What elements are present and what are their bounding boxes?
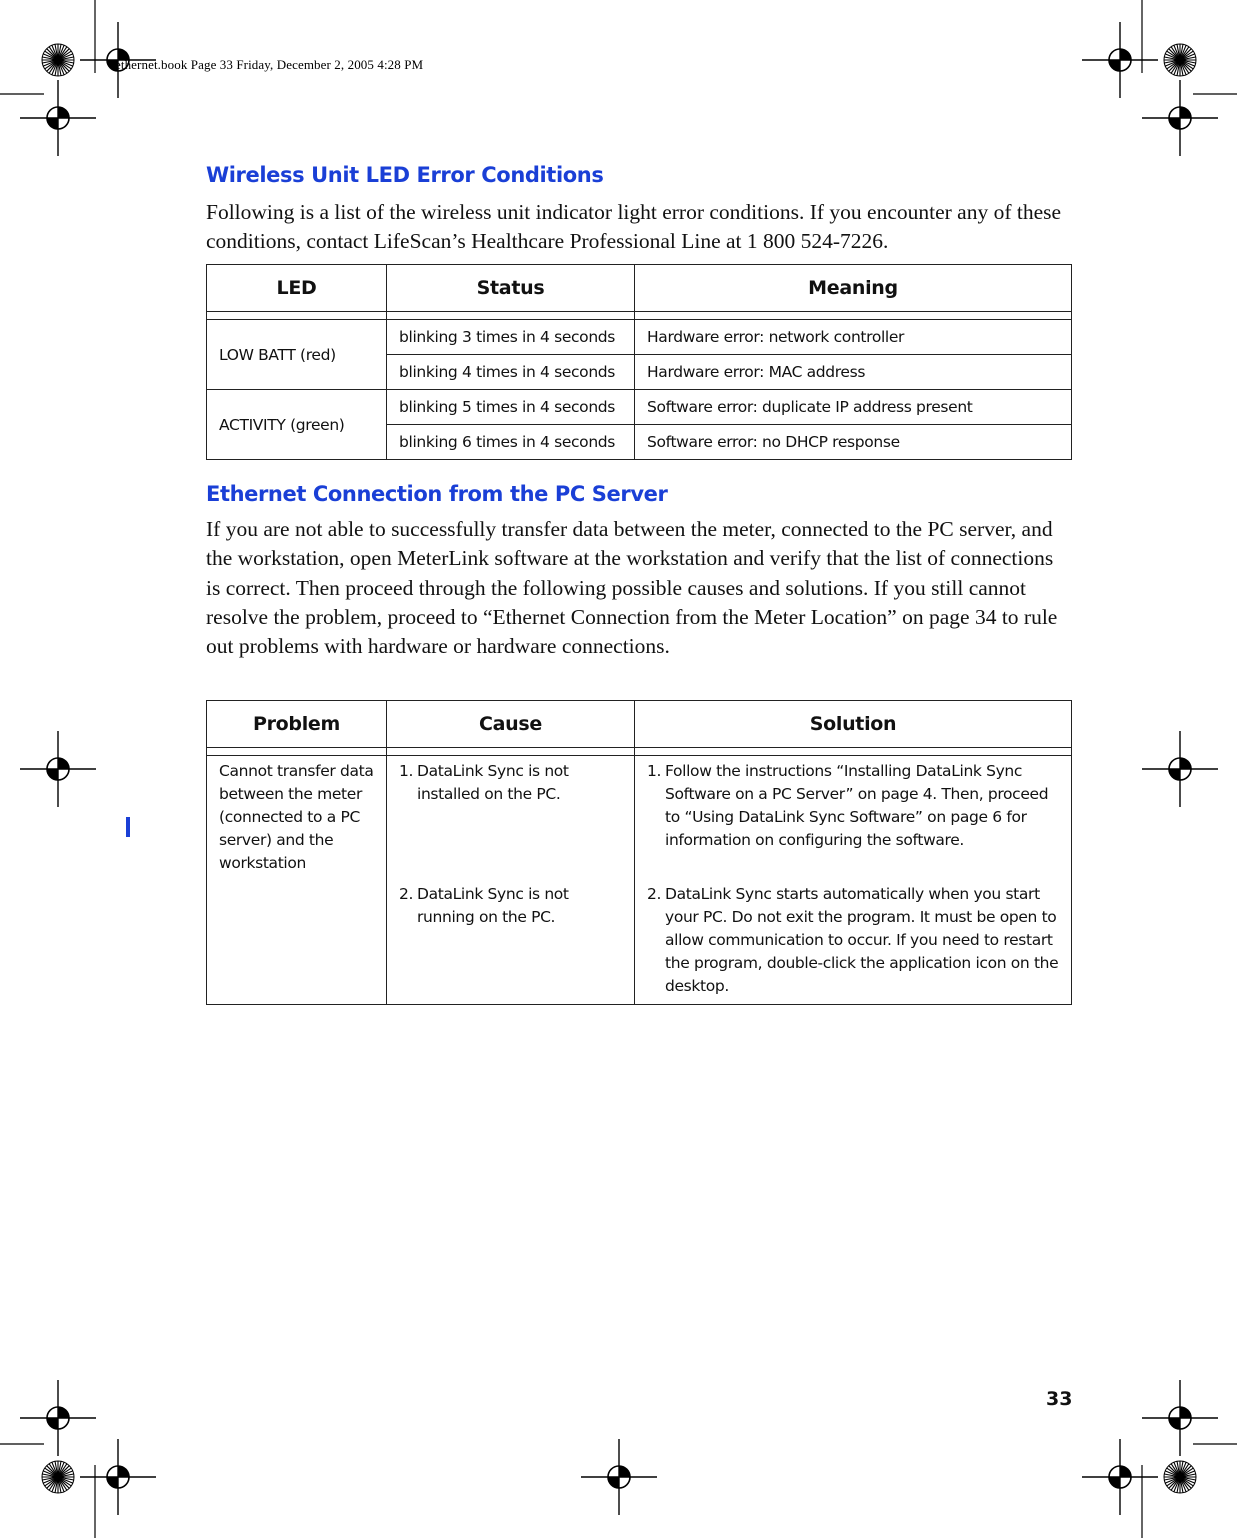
column-header-problem: Problem: [207, 701, 387, 748]
led-status: blinking 6 times in 4 seconds: [387, 425, 635, 460]
led-name: LOW BATT (red): [207, 320, 387, 390]
print-slug: ethernet.book Page 33 Friday, December 2, 2005 4:28 PM: [115, 57, 424, 72]
column-header-solution: Solution: [635, 701, 1072, 748]
solution-text: Follow the instructions “Installing DataLink Sync Software on a PC Server” on page 4. Then, proceed to “Using DataLink Sync Software” on page 6 for information on configuring the software.: [665, 762, 1049, 849]
item-number: 2.: [647, 885, 662, 903]
cause-cell: [387, 756, 635, 1005]
led-name: ACTIVITY (green): [207, 390, 387, 460]
item-number: 2.: [399, 885, 414, 903]
section-heading-led-errors: Wireless Unit LED Error Conditions: [206, 163, 604, 187]
led-errors-intro: Following is a list of the wireless unit indicator light error conditions. If you encounter any of these conditions, contact LifeScan’s Healthcare Professional Line at 1 800 524-7226.: [206, 200, 1062, 254]
led-meaning: Software error: duplicate IP address present: [635, 390, 1072, 425]
section-heading-ethernet-pc-server: Ethernet Connection from the PC Server: [206, 482, 668, 506]
solution-item: [647, 760, 1059, 883]
column-header-led: LED: [207, 265, 387, 312]
solution-cell: [635, 756, 1072, 1005]
problem-solution-table: [206, 700, 1072, 1005]
table-row: [207, 320, 1072, 355]
table-row: [207, 756, 1072, 1005]
solution-text: DataLink Sync starts automatically when you start your PC. Do not exit the program. It must be open to allow communication to occur. If you need to restart the program, double-click the application icon on the desktop.: [665, 885, 1059, 995]
ethernet-pc-server-intro: If you are not able to successfully transfer data between the meter, connected to the PC server, and the workstation, open MeterLink software at the workstation and verify that the list of connections is correct. Then proceed through the following possible causes and solutions. If you still cannot resolve the problem, proceed to “Ethernet Connection from the Meter Location” on page 34 to rule out problems with hardware or hardware connections.: [206, 517, 1058, 659]
led-status: blinking 4 times in 4 seconds: [387, 355, 635, 390]
problem-description: Cannot transfer data between the meter (connected to a PC server) and the workstation: [207, 756, 387, 1005]
revision-change-bar: [126, 817, 130, 837]
led-meaning: Hardware error: MAC address: [635, 355, 1072, 390]
column-header-status: Status: [387, 265, 635, 312]
table-row: [207, 390, 1072, 425]
cause-item: [399, 760, 626, 883]
led-error-table: [206, 264, 1072, 460]
led-meaning: Software error: no DHCP response: [635, 425, 1072, 460]
cause-item: [399, 883, 626, 929]
item-number: 1.: [399, 762, 414, 780]
cause-text: DataLink Sync is not installed on the PC.: [417, 762, 569, 803]
led-meaning: Hardware error: network controller: [635, 320, 1072, 355]
solution-item: [647, 883, 1059, 998]
column-header-meaning: Meaning: [635, 265, 1072, 312]
led-status: blinking 3 times in 4 seconds: [387, 320, 635, 355]
page-number: 33: [1046, 1388, 1073, 1410]
column-header-cause: Cause: [387, 701, 635, 748]
cause-text: DataLink Sync is not running on the PC.: [417, 885, 569, 926]
item-number: 1.: [647, 762, 662, 780]
led-status: blinking 5 times in 4 seconds: [387, 390, 635, 425]
